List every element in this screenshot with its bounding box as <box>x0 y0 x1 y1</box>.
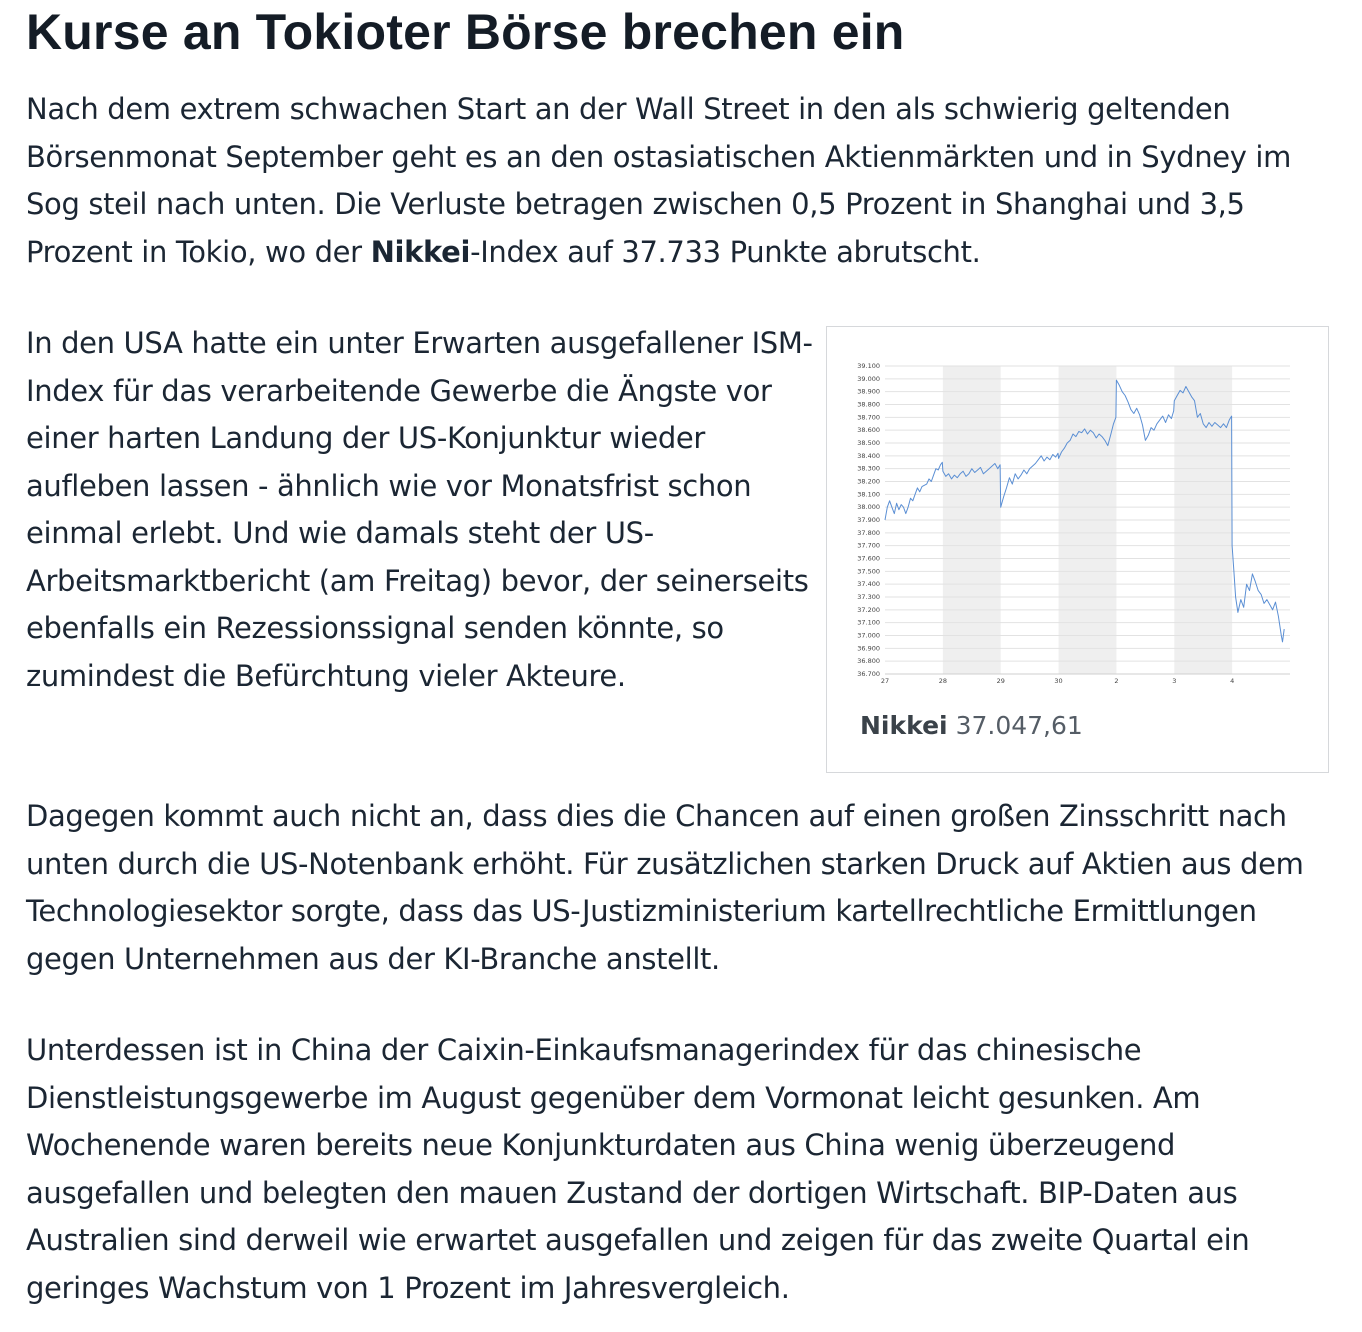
nikkei-chart-box[interactable] <box>826 326 1329 773</box>
chart-y-tick-label-14: 38.100 <box>857 490 880 499</box>
chart-x-tick-label-4: 2 <box>1114 677 1119 685</box>
chart-y-tick-label-12: 37.900 <box>857 516 880 524</box>
chart-caption-value: 37.047,61 <box>955 711 1083 740</box>
chart-y-tick-label-8: 37.500 <box>857 567 880 576</box>
chart-y-tick-label-15: 38.200 <box>857 477 880 486</box>
chart-caption-name: Nikkei <box>860 711 948 740</box>
chart-y-tick-label-11: 37.800 <box>857 528 880 537</box>
paragraph-1-text-b: -Index auf 37.733 Punkte abrutscht. <box>470 234 981 269</box>
nikkei-bold: Nikkei <box>370 234 471 269</box>
chart-y-tick-label-1: 36.800 <box>857 657 880 666</box>
chart-y-tick-label-9: 37.600 <box>857 554 880 563</box>
chart-x-tick-label-5: 3 <box>1172 677 1177 685</box>
chart-x-tick-label-0: 27 <box>880 677 890 685</box>
chart-y-tick-label-10: 37.700 <box>857 541 880 550</box>
chart-y-tick-label-17: 38.400 <box>857 451 880 460</box>
chart-x-tick-label-2: 29 <box>996 677 1005 685</box>
chart-y-tick-label-21: 38.800 <box>857 400 880 409</box>
chart-y-tick-label-13: 38.000 <box>857 503 880 512</box>
article-title: Kurse an Tokioter Börse brechen ein <box>26 4 905 60</box>
chart-y-tick-label-16: 38.300 <box>857 464 880 473</box>
paragraph-3: Dagegen kommt auch nicht an, dass dies die Chancen auf einen großen Zinsschritt nach unten durch die US-Notenbank erhöht. Für zusätzlichen starken Druck auf Aktien aus dem Technologiesektor sorgte, dass das US-Justizministerium kartellrechtliche Ermittlungen gegen Unternehmen aus der KI-Branche anstellt. <box>26 799 1304 976</box>
chart-x-tick-label-1: 28 <box>938 677 947 685</box>
chart-x-tick-label-3: 30 <box>1054 677 1063 685</box>
chart-y-tick-label-2: 36.900 <box>857 644 880 653</box>
chart-y-tick-label-0: 36.700 <box>857 670 880 678</box>
paragraph-1 <box>26 86 1336 276</box>
paragraph-4: Unterdessen ist in China der Caixin-Einkaufsmanagerindex für das chinesische Dienstleistungsgewerbe im August gegenüber dem Vormonat leicht gesunken. Am Wochenende waren bereits neue Konjunkturdaten aus China wenig überzeugend ausgefallen und belegten den mauen Zustand der dortigen Wirtschaft. BIP-Daten aus Australien sind derweil wie erwartet ausgefallen und zeigen für das zweite Quartal ein geringes Wachstum von 1 Prozent im Jahresvergleich. <box>26 1033 1250 1305</box>
chart-y-tick-label-22: 38.900 <box>857 387 880 396</box>
paragraph-1-text-a: Nach dem extrem schwachen Start an der Wall Street in den als schwierig geltenden Börsenmonat September geht es an den ostasiatischen Aktienmärkten und in Sydney im Sog steil nach unten. Die Verluste betragen zwischen 0,5 Prozent in Shanghai und 3,5 Prozent in Tokio, wo der <box>26 92 1292 269</box>
chart-y-tick-label-18: 38.500 <box>857 439 880 447</box>
chart-y-tick-label-7: 37.400 <box>857 580 880 589</box>
chart-y-tick-label-20: 38.700 <box>857 413 880 422</box>
paragraph-2: In den USA hatte ein unter Erwarten ausgefallener ISM-Index für das verarbeitende Gewerbe die Ängste vor einer harten Landung der US-Konjunktur wieder aufleben lassen - ähnlich wie vor Monatsfrist schon einmal erlebt. Und wie damals steht der US-Arbeitsmarktbericht (am Freitag) bevor, der seinerseits ebenfalls ein Rezessionssignal senden könnte, so zumindest die Befürchtung vieler Akteure. <box>26 326 813 693</box>
chart-y-tick-label-6: 37.300 <box>857 593 880 601</box>
chart-y-tick-label-24: 39.100 <box>857 362 880 370</box>
chart-caption <box>860 709 1083 743</box>
nikkei-chart <box>827 327 1330 707</box>
chart-y-tick-label-19: 38.600 <box>857 426 880 435</box>
chart-y-tick-label-4: 37.100 <box>857 618 880 627</box>
chart-y-tick-label-3: 37.000 <box>857 631 880 640</box>
chart-y-tick-label-23: 39.000 <box>857 374 880 383</box>
chart-x-tick-label-6: 4 <box>1230 677 1235 685</box>
chart-y-tick-label-5: 37.200 <box>857 605 880 614</box>
